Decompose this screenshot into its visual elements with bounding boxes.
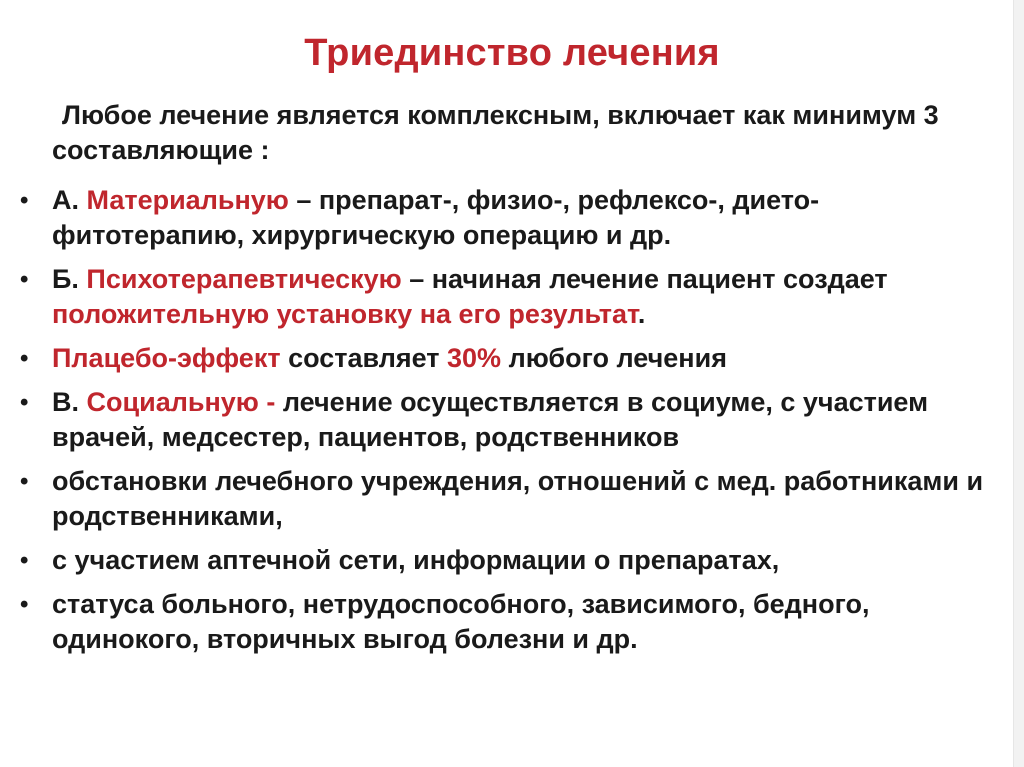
- bullet-icon: •: [20, 266, 29, 293]
- item-text: обстановки лечебного учреждения, отношений с мед. работниками и родственниками,: [52, 466, 984, 531]
- bullet-icon: •: [20, 468, 29, 495]
- item-highlight: Материальную: [86, 185, 289, 215]
- item-highlight: Плацебо-эффект: [52, 343, 281, 373]
- bullet-icon: •: [20, 187, 29, 214]
- item-highlight-2: положительную установку на его результат: [52, 299, 638, 329]
- bullet-item-psycho: [20, 262, 995, 332]
- bullet-item-pharmacy: [20, 543, 995, 578]
- item-highlight-2: 30%: [447, 343, 502, 373]
- item-text: лечение осуществляется в социуме, с участием врачей, медсестер, пациентов, родственников: [52, 387, 929, 452]
- bullet-item-material: [20, 183, 995, 253]
- bullet-item-status: [20, 587, 995, 657]
- bullet-item-environment: [20, 464, 995, 534]
- item-lead: Б.: [52, 264, 87, 294]
- bullet-icon: •: [20, 345, 29, 372]
- bullet-list: [20, 183, 995, 666]
- item-text: с участием аптечной сети, информации о препаратах,: [52, 545, 780, 575]
- item-text: статуса больного, нетрудоспособного, зависимого, бедного, одинокого, вторичных выгод болезни и др.: [52, 589, 870, 654]
- slide-title: Триединство лечения: [304, 32, 720, 74]
- item-highlight: Психотерапевтическую: [86, 264, 402, 294]
- bullet-icon: •: [20, 389, 29, 416]
- bullet-item-social: [20, 385, 995, 455]
- item-text: – начиная лечение пациент создает: [401, 264, 888, 294]
- bullet-item-placebo: [20, 341, 995, 376]
- item-text-2: .: [637, 299, 646, 329]
- bullet-icon: •: [20, 547, 29, 574]
- item-lead: А.: [52, 185, 87, 215]
- item-lead: В.: [52, 387, 87, 417]
- item-text-2: любого лечения: [501, 343, 727, 373]
- slide-edge: [1013, 0, 1024, 767]
- item-text: составляет: [280, 343, 448, 373]
- intro-text: Любое лечение является комплексным, включает как минимум 3 составляющие :: [52, 100, 939, 165]
- item-text: – препарат-, физио-, рефлексо-, дието- фитотерапию, хирургическую операцию и др.: [52, 185, 820, 250]
- item-highlight: Социальную -: [86, 387, 276, 417]
- bullet-icon: •: [20, 591, 29, 618]
